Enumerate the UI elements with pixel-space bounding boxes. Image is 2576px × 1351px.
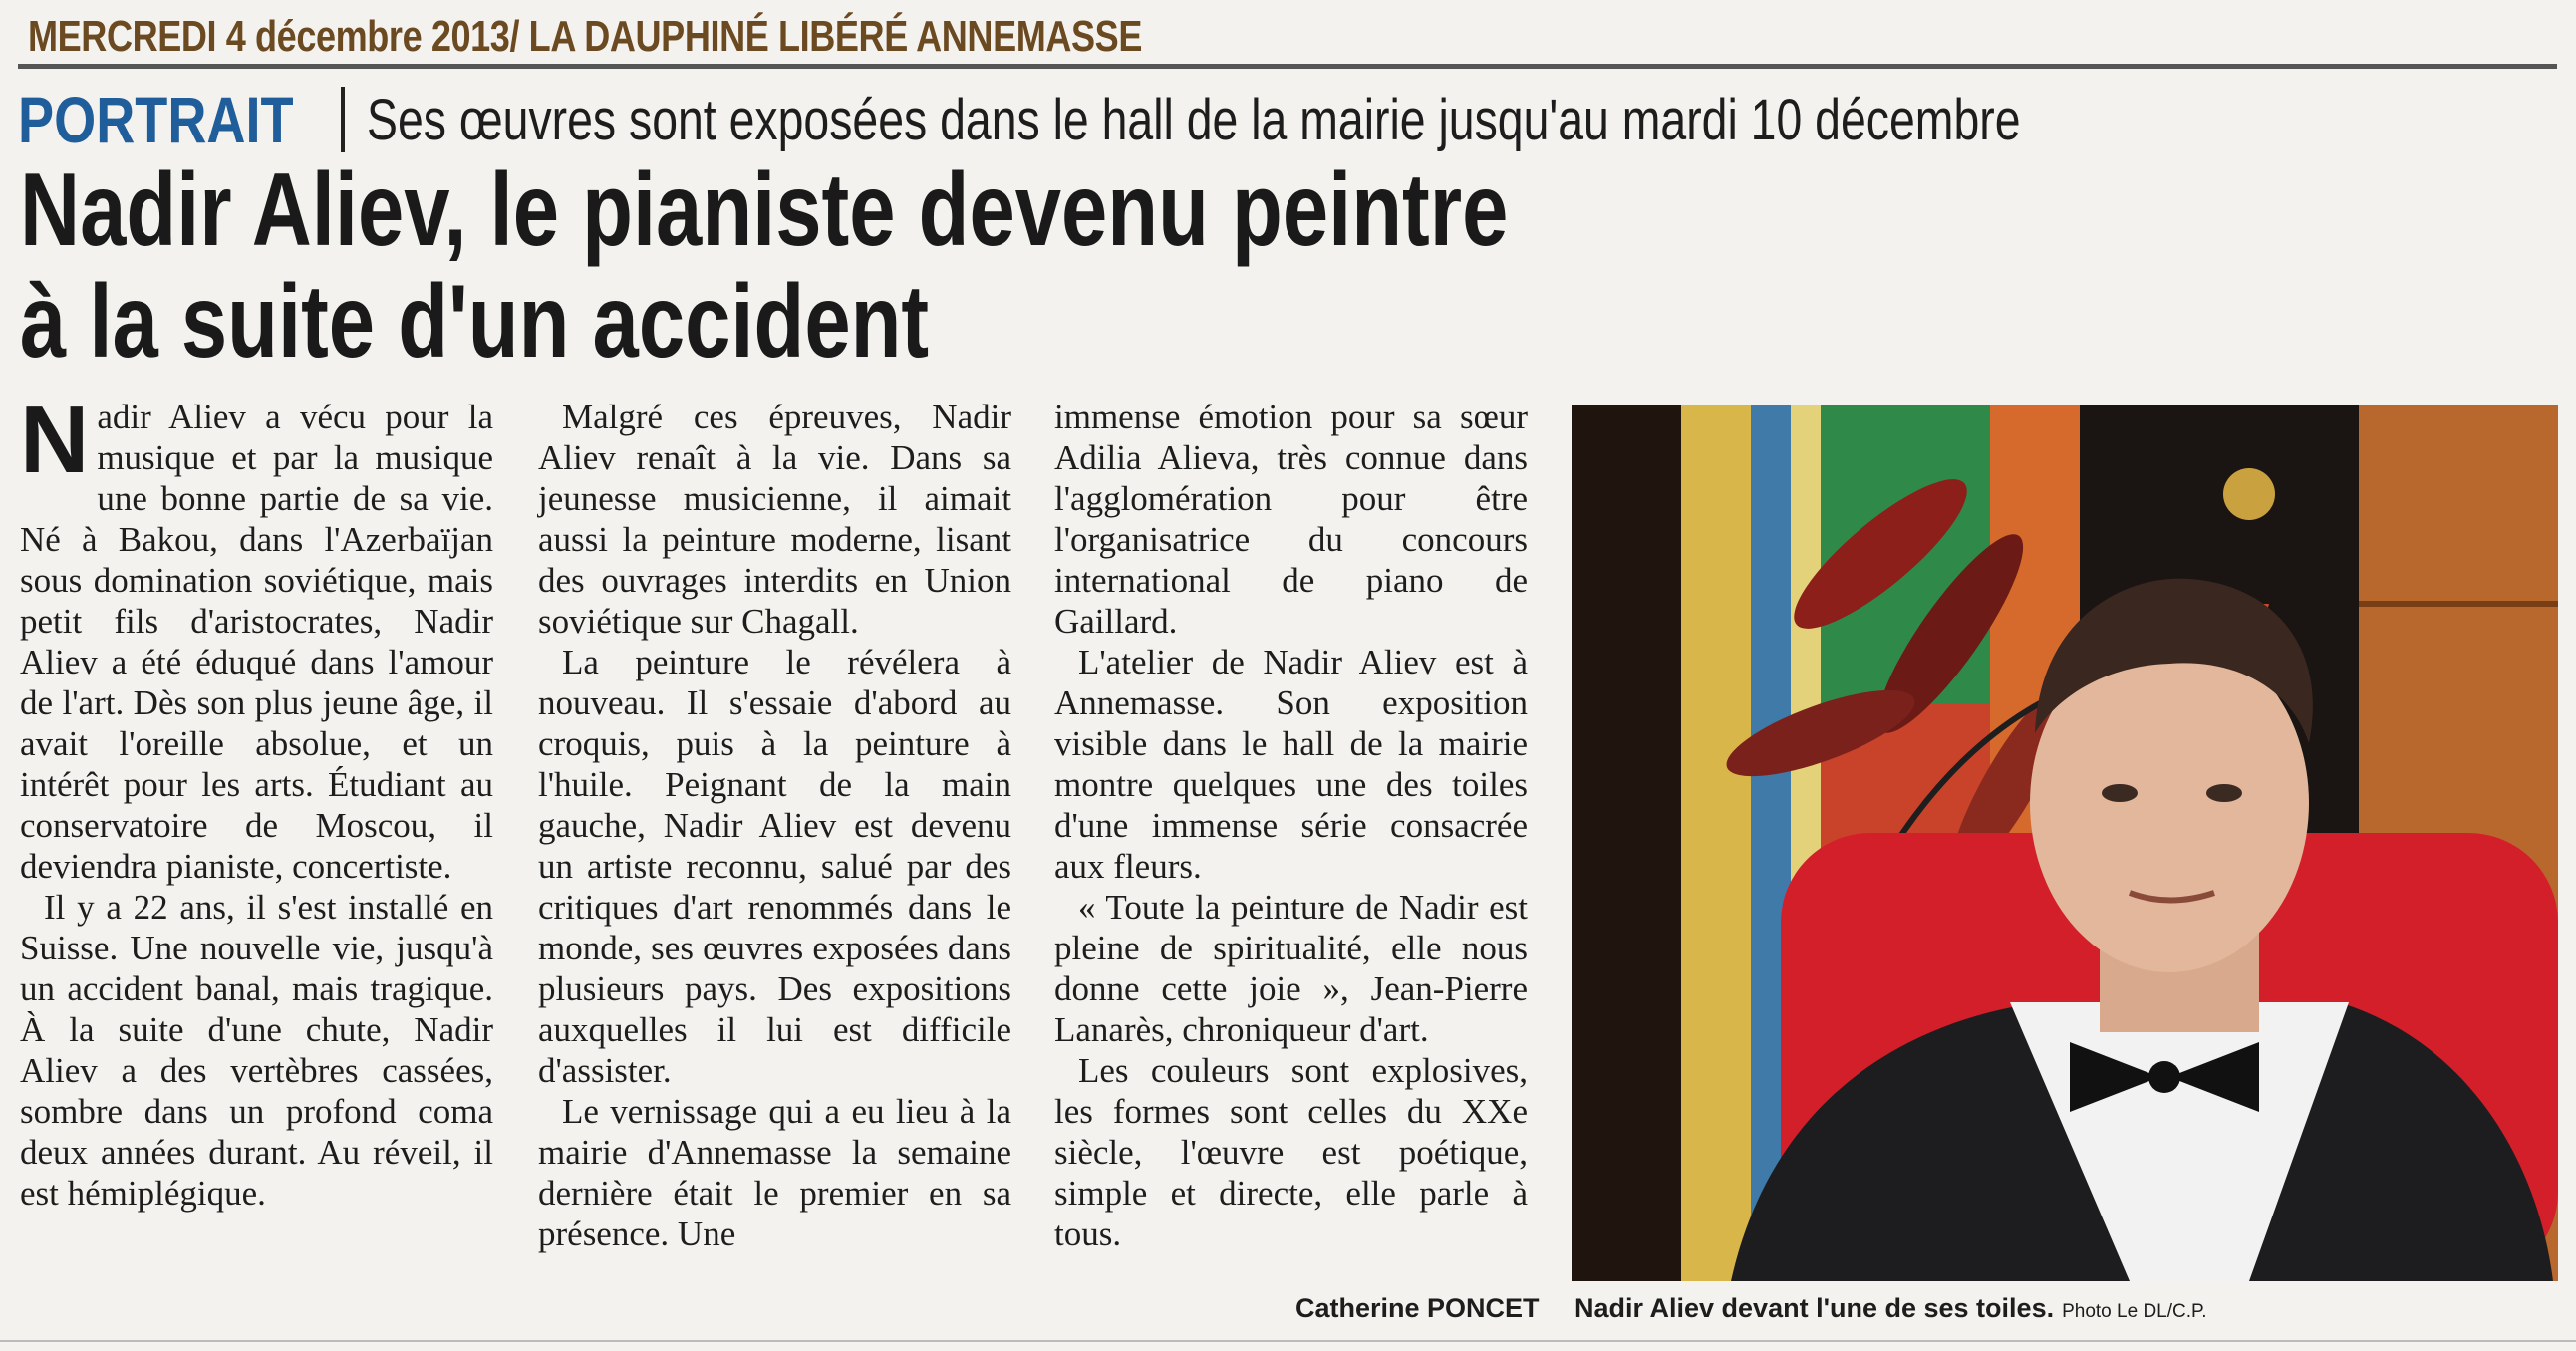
paragraph: L'atelier de Nadir Aliev est à Annemasse. Son exposition visible dans le hall de la mairie montre quelques une des toiles d'une immense série consacrée aux fleurs. xyxy=(1054,643,1528,886)
drop-cap: N xyxy=(20,387,90,493)
author-signature: Catherine PONCET xyxy=(1295,1293,1540,1323)
paragraph: Nadir Aliev a vécu pour la musique et par la musique une bonne partie de sa vie. Né à Bakou, dans l'Azerbaïjan sous domination soviétique, mais petit fils d'aristocrates, Nadir Aliev a été éduqué dans l'amour de l'art. Dès son plus jeune âge, il avait l'oreille absolue, et un intérêt pour les arts. Étudiant au conservatoire de Moscou, il deviendra pianiste, concertiste. xyxy=(20,387,493,886)
article-photo xyxy=(1572,405,2558,1281)
paragraph: La peinture le révélera à nouveau. Il s'essaie d'abord au croquis, puis à la peinture à l'huile. Peignant de la main gauche, Nadir Aliev est devenu un artiste reconnu, salué par des critiques d'art renommés dans le monde, ses œuvres exposées dans plusieurs pays. Des expositions auxquelles il lui est difficile d'assister. xyxy=(538,643,1011,1090)
headline-line-2: à la suite d'un accident xyxy=(20,264,930,380)
kicker-row xyxy=(18,80,2433,159)
caption-text: Nadir Aliev devant l'une de ses toiles. xyxy=(1574,1293,2055,1323)
paragraph: Les couleurs sont explosives, les formes sont celles du XXe siècle, l'œuvre est poétique, simple et directe, elle parle à tous. xyxy=(1054,1051,1528,1253)
paragraph: Le vernissage qui a eu lieu à la mairie d'Annemasse la semaine dernière était le premier en sa présence. Une xyxy=(538,1092,1011,1253)
dateline: MERCREDI 4 décembre 2013/ LA DAUPHINÉ LIBÉRÉ ANNEMASSE xyxy=(28,12,1142,61)
photo-credit: Photo Le DL/C.P. xyxy=(2062,1301,2207,1322)
paragraph: « Toute la peinture de Nadir est pleine de spiritualité, elle nous donne cette joie », Jean-Pierre Lanarès, chroniqueur d'art. xyxy=(1054,888,1528,1049)
subheadline: Ses œuvres sont exposées dans le hall de la mairie jusqu'au mardi 10 décembre xyxy=(367,87,2021,152)
article-column-2 xyxy=(538,397,1011,1254)
header-rule xyxy=(18,64,2557,69)
photo-caption xyxy=(1574,1293,2207,1324)
paragraph: immense émotion pour sa sœur Adilia Alieva, très connue dans l'agglomération pour être l'organisatrice du concours international de piano de Gaillard. xyxy=(1054,398,1528,641)
photo-illustration xyxy=(1572,405,2558,1281)
paragraph: Il y a 22 ans, il s'est installé en Suisse. Une nouvelle vie, jusqu'à un accident banal, mais tragique. À la suite d'une chute, Nadir Aliev a des vertèbres cassées, sombre dans un profond coma deux années durant. Au réveil, il est hémiplégique. xyxy=(20,888,493,1213)
section-kicker: PORTRAIT xyxy=(18,83,294,156)
kicker-divider xyxy=(341,87,345,152)
bottom-rule xyxy=(0,1340,2576,1342)
headline xyxy=(20,154,1614,378)
article-column-3 xyxy=(1054,397,1528,1254)
paragraph: Malgré ces épreuves, Nadir Aliev renaît à la vie. Dans sa jeunesse musicienne, il aimait aussi la peinture moderne, lisant des ouvrages interdits en Union soviétique sur Chagall. xyxy=(538,398,1011,641)
article-column-1 xyxy=(20,387,493,1214)
headline-line-1: Nadir Aliev, le pianiste devenu peintre xyxy=(20,152,1509,268)
